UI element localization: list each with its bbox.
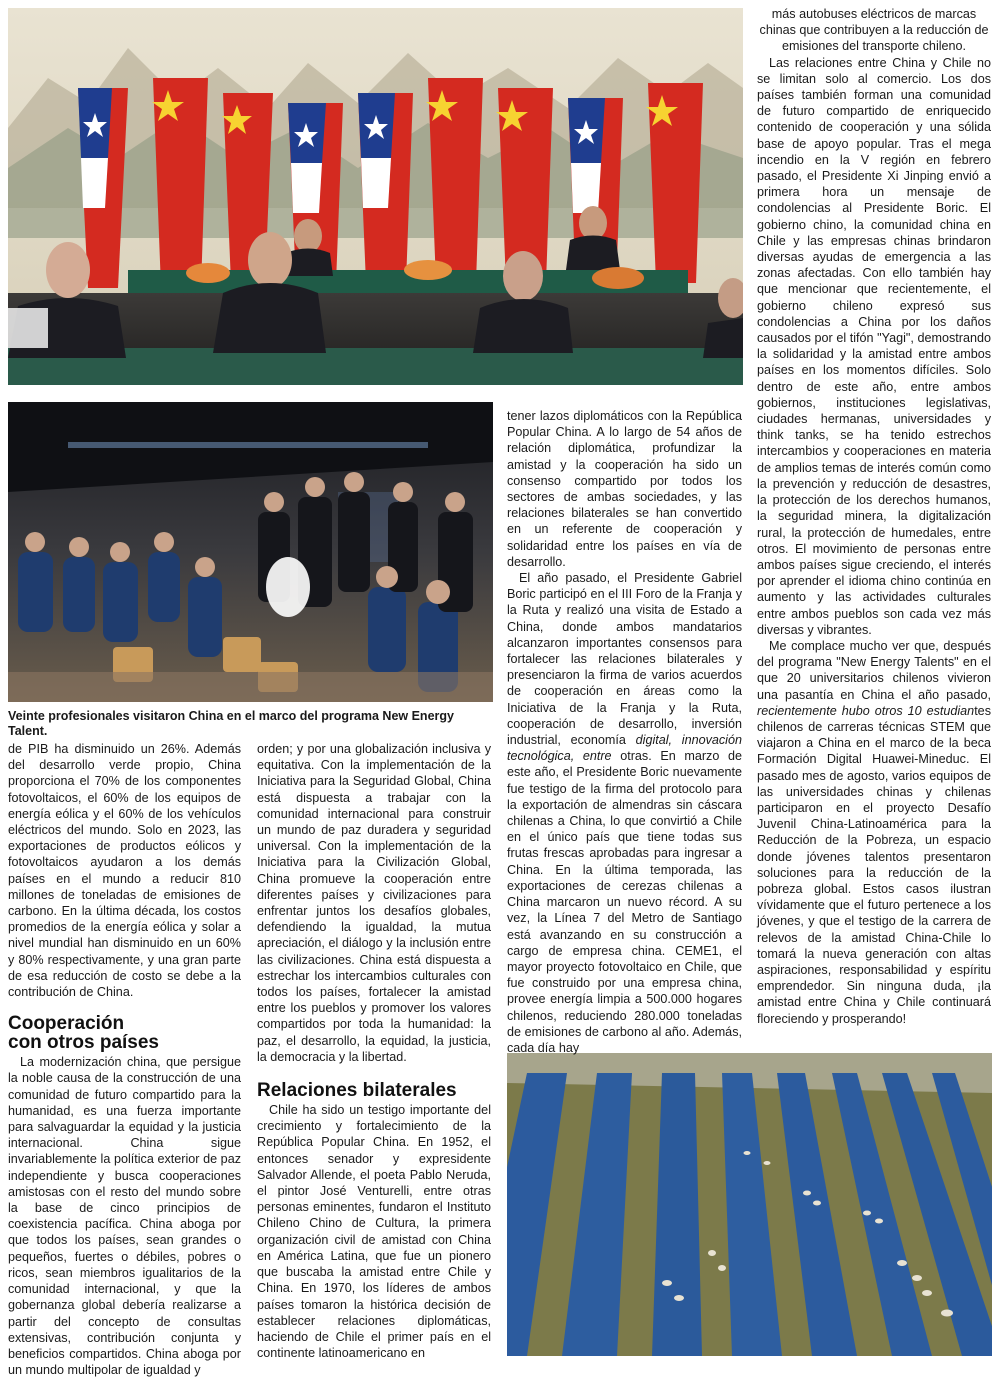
paragraph: de PIB ha disminuido un 26%. Además del desarrollo verde propio, China proporciona el 70% de los componentes fotovoltaicos, el 60% de los equipos de energía eólica y el 60% de los vehículos eléctricos del mundo. Solo en 2023, las exportaciones de productos eólicos y fotovoltaicos ayudaron a los demás países en el mundo a reducir 810 millones de toneladas de emisiones de carbono. En la última década, los costos promedios de la energía eólica y solar a nivel mundial han disminuido en un 60% y 80% respectivamente, y una gran parte de esa reducción de costo se debe a la contribución de China. <box>8 742 241 1000</box>
section-heading: Cooperación con otros países <box>8 1013 159 1054</box>
paragraph: Me complace mucho ver que, después del programa "New Energy Talents" en el que 20 universitarios chilenos vivieron una pasantía en China el año pasado, recientemente hubo otros 10 estudiantes chilenos de carreras técnicas STEM que viajaron a China en el marco de la beca Formación Digital Huawei-Mineduc. El pasado mes de agosto, varios equipos de las universidades chinas y chilenas participaron en el proyecto Desafío Juvenil China-Latinoamérica para la Reducción de la Pobreza, un espacio donde jóvenes talentos presentaron soluciones para la reducción de la pobreza global. Estos casos ilustran vívidamente que el futuro pertenece a los jóvenes, y que el testigo de la carrera de relevos de la amistad China-Chile lo tomará la nueva generación con altas aspiraciones, responsabilidad y espíritu emprendedor. Sin ninguna duda, ¡la amistad entre China y Chile continuará floreciendo y prosperando! <box>757 638 991 1026</box>
paragraph: El año pasado, el Presidente Gabriel Boric participó en el III Foro de la Franja y la Ruta y realizó una visita de Estado a China, donde ambos mandatarios alcanzaron importantes consensos para fortalecer las relaciones bilaterales y presenciaron la firma de varios acuerdos de cooperación en áreas como la Iniciativa de la Franja y la Ruta, cooperación de desarrollo, inversión industrial, economía digital, innovación tecnológica, entre otras. En marzo de este año, el Presidente Boric nuevamente fue testigo de la firma del protocolo para la exportación de almendras sin cáscara chilenas a China, lo que convirtió a Chile en el único país que tiene todas sus frutas frescas aprobadas para ingresar a China. En la última temporada, las exportaciones de cerezas chilenas a China marcaron un nuevo récord. A su vez, la Línea 7 del Metro de Santiago está avanzando en su construcción a cargo de empresa china. CEME1, el mayor proyecto fotovoltaico en Chile, que fue construido por una empresa china, provee energía limpia a 500.000 hogares chilenos, reduciendo 280.000 toneladas de emisiones de carbono al año. Además, cada día hay <box>507 571 742 1055</box>
new-energy-talent-visit-image <box>8 402 493 702</box>
photo-caption: Veinte profesionales visitaron China en el marco del programa New Energy Talent. <box>8 709 454 738</box>
paragraph: tener lazos diplomáticos con la República Popular China. A lo largo de 54 años de relación diplomática, profundizar la amistad y la cooperación ha sido un consenso compartido por todos los sectores de ambas sociedades, y las relaciones bilaterales se han convertido en un referente de cooperación y solidaridad entre los países en vía de desarrollo. <box>507 409 742 569</box>
paragraph: Las relaciones entre China y Chile no se limitan solo al comercio. Los dos países también forman una comunidad de futuro compartido de enriquecido contenido de cooperación y una sólida base de apoyo popular. Tras el mega incendio en la V región en febrero pasado, el Presidente Xi Jinping envió a primera hora un mensaje de condolencias al Presidente Boric. El gobierno chino, la comunidad china en Chile y las empresas chinas brindaron diversas ayudas de emergencia a las zonas afectadas. Con ello también hay que mencionar que recientemente, el gobierno chileno expresó sus condolencias a China por los daños causados por el tifón "Yagi", demostrando la solidaridad y la amistad entre ambos países en los momentos difíciles. Solo dentro de este año, entre ambos gobiernos, instituciones legislativas, ciudades hermanas, universidades y think tanks, se ha tenido estrechos intercambios y cooperaciones en materia de amplios temas de interés común como la prevención y reducción de desastres, la protección de los derechos humanos, la seguridad minera, la digitalización rural, la protección de humedales, entre otros. El movimiento de personas entre ambos países sigue creciendo, el interés por aprender el idioma chino continúa en aumento y las actividades culturales entre ambos pueblos son cada vez más diversas y vibrantes. <box>757 55 991 637</box>
middle-photo <box>8 402 493 702</box>
column-mid-right <box>507 408 742 1056</box>
paragraph: orden; y por una globalización inclusiva y equitativa. Con la implementación de la Iniciativa para la Seguridad Global, China está dispuesta a trabajar con la comunidad internacional para construir un mundo de paz duradera y seguridad universal. Con la implementación de la Iniciativa para la Civilización Global, China promueve la cooperación entre diferentes países y civilizaciones para enfrentar juntos los desafíos globales, defendiendo la igualdad, la mutua apreciación, el diálogo y la inclusión entre las civilizaciones. China está dispuesta a estrechar los intercambios culturales con todos los países, fortalecer la amistad entre los pueblos y promover los valores compartidos por toda la humanidad: la paz, el desarrollo, la equidad, la justicia, la democracia y la libertad. <box>257 742 491 1064</box>
column-left <box>8 741 241 1378</box>
column-center <box>257 741 491 1361</box>
signing-ceremony-image <box>8 8 743 385</box>
column-right-top <box>757 6 991 1027</box>
top-photo <box>8 8 743 385</box>
bottom-photo <box>507 1053 992 1356</box>
section-heading: Relaciones bilaterales <box>257 1080 457 1102</box>
paragraph: La modernización china, que persigue la noble causa de la construcción de una comunidad de futuro compartido para la humanidad, es una fuerza importante para salvaguardar la equidad y la justicia internacional. China sigue invariablemente la política exterior de paz independiente y busca cooperaciones amistosas con el resto del mundo sobre la base de cinco principios de coexistencia pacífica. China aboga por que todos los países, sean grandes o pequeños, fuertes o débiles, pobres o ricos, sean miembros igualitarios de la comunidad internacional, y que la gobernanza global debería realizarse a partir del concepto de consultas extensivas, contribución conjunta y beneficios compartidos. China aboga por un mundo multipolar de igualdad y <box>8 1055 241 1378</box>
paragraph: más autobuses eléctricos de marcas chinas que contribuyen a la reducción de emisiones del transporte chileno. <box>759 7 989 54</box>
solar-panels-image <box>507 1053 992 1356</box>
paragraph: Chile ha sido un testigo importante del crecimiento y fortalecimiento de la República Popular China. En 1952, el entonces senador y expresidente Salvador Allende, el poeta Pablo Neruda, el pintor José Venturelli, entre otras personas eminentes, fundaron el Instituto Chileno Chino de Cultura, la primera organización civil de amistad con China en América Latina, que fue un pionero que buscaba la amistad entre Chile y China. En 1970, los líderes de ambos países tomaron la histórica decisión de establecer relaciones diplomáticas, haciendo de Chile el primer país en el continente latinoamericano en <box>257 1103 491 1361</box>
